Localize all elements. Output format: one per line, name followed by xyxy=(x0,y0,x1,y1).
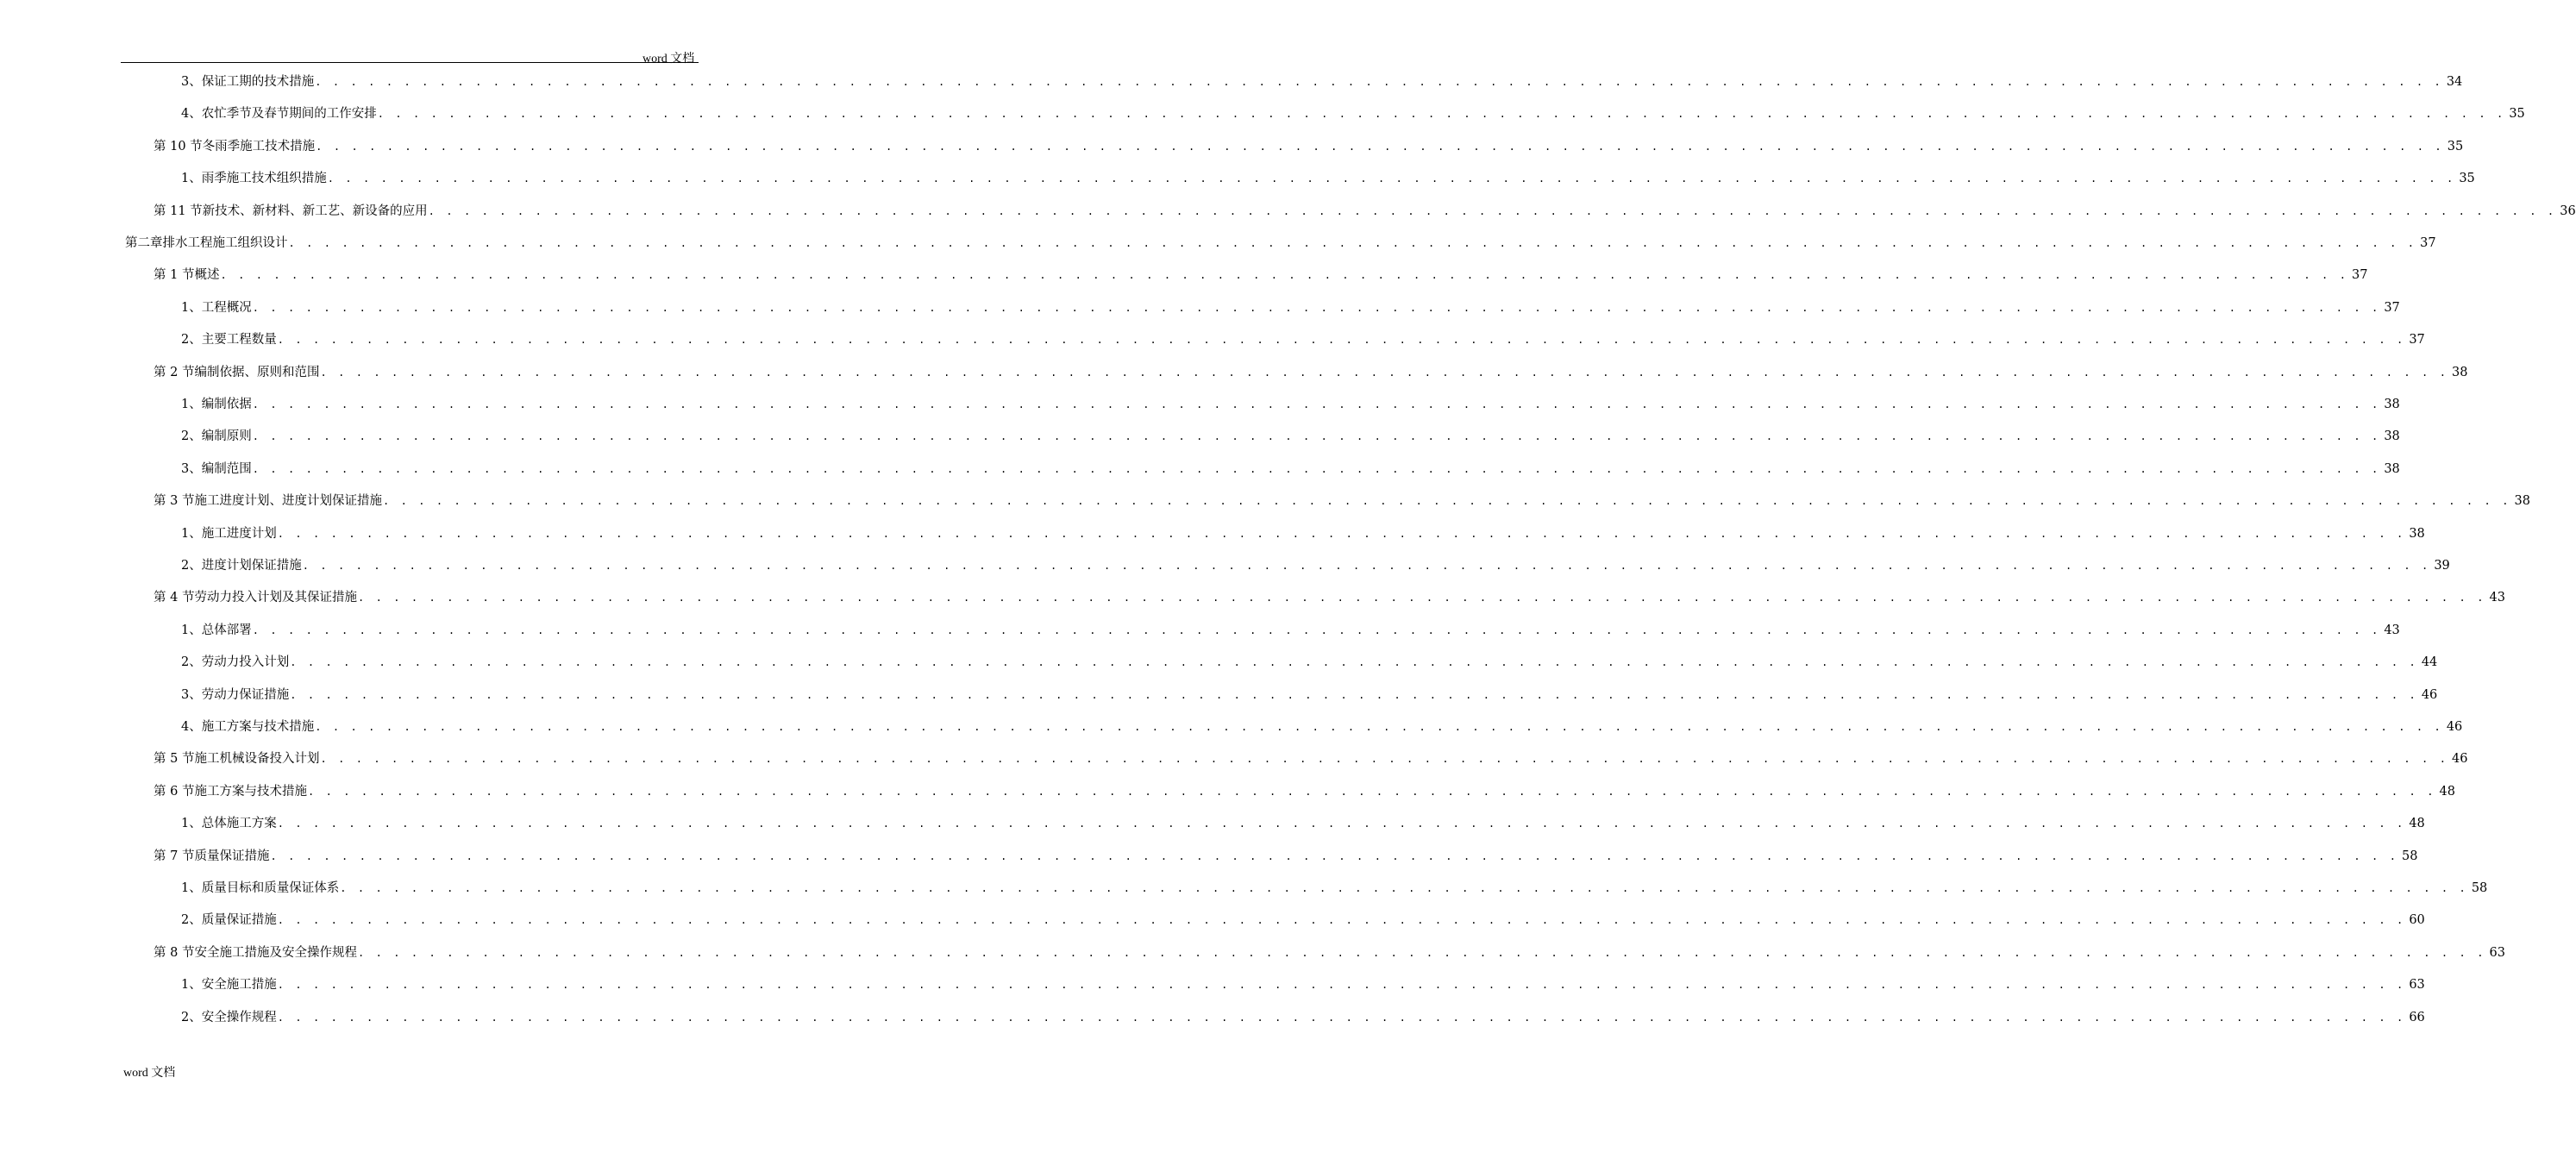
toc-entry[interactable] xyxy=(154,749,2468,768)
toc-entry[interactable] xyxy=(181,72,2463,91)
toc-entry-title: 排水工程施工组织设计 xyxy=(162,236,288,250)
toc-entry-number: 2、 xyxy=(181,333,202,348)
toc-entry-number: 第 7 节 xyxy=(154,849,195,863)
toc-entry[interactable] xyxy=(154,363,2468,382)
toc-entry-title: 劳动力保证措施 xyxy=(201,687,290,702)
toc-entry-number: 第 8 节 xyxy=(154,945,195,960)
toc-entry-title: 劳动力投入计划及其保证措施 xyxy=(194,591,357,605)
toc-entry-number: 2、 xyxy=(181,655,202,670)
toc-entry-title: 编制依据、原则和范围 xyxy=(194,365,320,379)
toc-entry-title: 安全操作规程 xyxy=(201,1010,277,1024)
toc-entry-number: 3、 xyxy=(181,461,202,476)
toc-entry-number: 1、 xyxy=(181,978,202,993)
toc-entry-title: 质量保证措施 xyxy=(194,849,270,863)
toc-entry-title: 雨季施工技术组织措施 xyxy=(201,172,327,186)
toc-entry-title: 施工方案与技术措施 xyxy=(201,720,315,734)
header-label: word 文档 xyxy=(642,53,695,66)
toc-entry-page: 63 xyxy=(2409,978,2425,993)
toc-entry[interactable] xyxy=(181,298,2400,317)
toc-entry[interactable] xyxy=(154,782,2455,801)
toc-entry-number: 3、 xyxy=(181,75,202,89)
toc-entry-page: 38 xyxy=(2409,526,2425,541)
toc-entry-number: 第 11 节 xyxy=(154,204,203,218)
toc-entry-page: 46 xyxy=(2452,752,2468,767)
toc-dot-leader: . . . . . . . . . . . . . . . . . . . . . . . . . . . . . . . . . . . . . . . . . . . . . . . . . . . . . . . . . . . . . . . . . . . . . . . . . . . . . . . . . . . . . . . . . . . . . . . . . . . . . . . . . . . . . . . . . . . . . . . . xyxy=(290,656,2418,669)
toc-entry[interactable] xyxy=(125,234,2436,253)
toc-dot-leader: . . . . . . . . . . . . . . . . . . . . . . . . . . . . . . . . . . . . . . . . . . . . . . . . . . . . . . . . . . . . . . . . . . . . . . . . . . . . . . . . . . . . . . . . . . . . . . . . . . . . . . . . . . . . . . . . . . . . . . . . xyxy=(220,269,2349,282)
toc-entry-page: 34 xyxy=(2446,75,2463,89)
toc-entry-page: 35 xyxy=(2459,172,2475,186)
toc-entry-title: 新技术、新材料、新工艺、新设备的应用 xyxy=(202,204,428,218)
toc-entry[interactable] xyxy=(154,266,2368,285)
toc-dot-leader: . . . . . . . . . . . . . . . . . . . . . . . . . . . . . . . . . . . . . . . . . . . . . . . . . . . . . . . . . . . . . . . . . . . . . . . . . . . . . . . . . . . . . . . . . . . . . . . . . . . . . . . . . . . . . . . . . . . . . . . . xyxy=(290,688,2418,701)
toc-entry-title: 施工方案与技术措施 xyxy=(194,784,307,799)
toc-entry-number: 1、 xyxy=(181,526,202,541)
toc-entry-number: 第 6 节 xyxy=(154,784,195,799)
toc-entry-number: 第 2 节 xyxy=(154,365,195,379)
toc-entry-page: 38 xyxy=(2384,429,2400,444)
toc-entry[interactable] xyxy=(181,975,2425,994)
toc-dot-leader: . . . . . . . . . . . . . . . . . . . . . . . . . . . . . . . . . . . . . . . . . . . . . . . . . . . . . . . . . . . . . . . . . . . . . . . . . . . . . . . . . . . . . . . . . . . . . . . . . . . . . . . . . . . . . . . . . . . . . . . . xyxy=(270,849,2399,862)
toc-entry-number: 4、 xyxy=(181,107,202,122)
toc-dot-leader: . . . . . . . . . . . . . . . . . . . . . . . . . . . . . . . . . . . . . . . . . . . . . . . . . . . . . . . . . . . . . . . . . . . . . . . . . . . . . . . . . . . . . . . . . . . . . . . . . . . . . . . . . . . . . . . . . . . . . . . . xyxy=(340,882,2468,894)
toc-entry-number: 2、 xyxy=(181,913,202,928)
toc-entry-page: 37 xyxy=(2384,300,2400,315)
toc-entry-page: 39 xyxy=(2434,559,2450,573)
toc-entry-number: 第 3 节 xyxy=(154,494,195,509)
toc-entry[interactable] xyxy=(181,460,2400,479)
toc-entry-title: 工程概况 xyxy=(201,300,252,315)
toc-entry-page: 38 xyxy=(2384,398,2400,411)
toc-entry-page: 48 xyxy=(2409,817,2425,831)
toc-entry-title: 施工进度计划 xyxy=(201,526,277,541)
toc-dot-leader: . . . . . . . . . . . . . . . . . . . . . . . . . . . . . . . . . . . . . . . . . . . . . . . . . . . . . . . . . . . . . . . . . . . . . . . . . . . . . . . . . . . . . . . . . . . . . . . . . . . . . . . . . . . . . . . . . . . . . . . . xyxy=(320,753,2449,766)
toc-entry[interactable] xyxy=(154,943,2505,962)
toc-entry[interactable] xyxy=(181,653,2438,672)
toc-entry-number: 1、 xyxy=(181,398,202,411)
toc-dot-leader: . . . . . . . . . . . . . . . . . . . . . . . . . . . . . . . . . . . . . . . . . . . . . . . . . . . . . . . . . . . . . . . . . . . . . . . . . . . . . . . . . . . . . . . . . . . . . . . . . . . . . . . . . . . . . . . . . . . . . . . . xyxy=(428,204,2557,217)
toc-entry[interactable] xyxy=(154,492,2530,511)
toc-dot-leader: . . . . . . . . . . . . . . . . . . . . . . . . . . . . . . . . . . . . . . . . . . . . . . . . . . . . . . . . . . . . . . . . . . . . . . . . . . . . . . . . . . . . . . . . . . . . . . . . . . . . . . . . . . . . . . . . . . . . . . . . xyxy=(277,818,2406,830)
toc-entry-page: 63 xyxy=(2489,945,2505,960)
toc-entry-title: 安全施工措施 xyxy=(201,978,277,993)
toc-entry-page: 43 xyxy=(2489,591,2505,605)
toc-entry-title: 质量目标和质量保证体系 xyxy=(201,881,340,895)
toc-entry-page: 44 xyxy=(2421,655,2438,670)
toc-entry[interactable] xyxy=(181,1008,2425,1027)
toc-dot-leader: . . . . . . . . . . . . . . . . . . . . . . . . . . . . . . . . . . . . . . . . . . . . . . . . . . . . . . . . . . . . . . . . . . . . . . . . . . . . . . . . . . . . . . . . . . . . . . . . . . . . . . . . . . . . . . . . . . . . . . . . xyxy=(302,560,2431,572)
toc-entry[interactable] xyxy=(181,556,2450,575)
toc-entry-page: 58 xyxy=(2402,849,2418,863)
toc-entry-number: 1、 xyxy=(181,623,202,637)
toc-dot-leader: . . . . . . . . . . . . . . . . . . . . . . . . . . . . . . . . . . . . . . . . . . . . . . . . . . . . . . . . . . . . . . . . . . . . . . . . . . . . . . . . . . . . . . . . . . . . . . . . . . . . . . . . . . . . . . . . . . . . . . . . xyxy=(357,946,2486,959)
toc-entry-page: 35 xyxy=(2447,139,2464,153)
toc-entry-title: 施工进度计划、进度计划保证措施 xyxy=(194,494,382,509)
toc-entry-page: 66 xyxy=(2409,1010,2425,1024)
toc-entry-page: 37 xyxy=(2420,236,2436,250)
toc-entry[interactable] xyxy=(181,879,2488,898)
toc-entry-number: 第 5 节 xyxy=(154,752,195,767)
toc-entry[interactable] xyxy=(181,686,2438,705)
toc-entry-title: 主要工程数量 xyxy=(201,333,277,348)
toc-dot-leader: . . . . . . . . . . . . . . . . . . . . . . . . . . . . . . . . . . . . . . . . . . . . . . . . . . . . . . . . . . . . . . . . . . . . . . . . . . . . . . . . . . . . . . . . . . . . . . . . . . . . . . . . . . . . . . . . . . . . . . . . xyxy=(277,527,2406,540)
toc-dot-leader: . . . . . . . . . . . . . . . . . . . . . . . . . . . . . . . . . . . . . . . . . . . . . . . . . . . . . . . . . . . . . . . . . . . . . . . . . . . . . . . . . . . . . . . . . . . . . . . . . . . . . . . . . . . . . . . . . . . . . . . . xyxy=(277,1011,2406,1024)
toc-entry-number: 第二章 xyxy=(125,236,163,250)
toc-entry[interactable] xyxy=(181,330,2425,349)
toc-dot-leader: . . . . . . . . . . . . . . . . . . . . . . . . . . . . . . . . . . . . . . . . . . . . . . . . . . . . . . . . . . . . . . . . . . . . . . . . . . . . . . . . . . . . . . . . . . . . . . . . . . . . . . . . . . . . . . . . . . . . . . . . xyxy=(307,785,2436,798)
toc-entry-number: 第 10 节 xyxy=(154,139,203,153)
toc-dot-leader: . . . . . . . . . . . . . . . . . . . . . . . . . . . . . . . . . . . . . . . . . . . . . . . . . . . . . . . . . . . . . . . . . . . . . . . . . . . . . . . . . . . . . . . . . . . . . . . . . . . . . . . . . . . . . . . . . . . . . . . . xyxy=(320,366,2449,379)
toc-entry[interactable] xyxy=(181,814,2425,833)
toc-entry-number: 1、 xyxy=(181,817,202,831)
toc-dot-leader: . . . . . . . . . . . . . . . . . . . . . . . . . . . . . . . . . . . . . . . . . . . . . . . . . . . . . . . . . . . . . . . . . . . . . . . . . . . . . . . . . . . . . . . . . . . . . . . . . . . . . . . . . . . . . . . . . . . . . . . . xyxy=(316,140,2444,153)
toc-dot-leader: . . . . . . . . . . . . . . . . . . . . . . . . . . . . . . . . . . . . . . . . . . . . . . . . . . . . . . . . . . . . . . . . . . . . . . . . . . . . . . . . . . . . . . . . . . . . . . . . . . . . . . . . . . . . . . . . . . . . . . . . xyxy=(357,592,2486,605)
toc-entry-title: 总体施工方案 xyxy=(201,817,277,831)
toc-dot-leader: . . . . . . . . . . . . . . . . . . . . . . . . . . . . . . . . . . . . . . . . . . . . . . . . . . . . . . . . . . . . . . . . . . . . . . . . . . . . . . . . . . . . . . . . . . . . . . . . . . . . . . . . . . . . . . . . . . . . . . . . xyxy=(277,979,2406,992)
toc-entry-page: 37 xyxy=(2409,333,2425,348)
toc-entry-title: 质量保证措施 xyxy=(201,913,277,928)
toc-dot-leader: . . . . . . . . . . . . . . . . . . . . . . . . . . . . . . . . . . . . . . . . . . . . . . . . . . . . . . . . . . . . . . . . . . . . . . . . . . . . . . . . . . . . . . . . . . . . . . . . . . . . . . . . . . . . . . . . . . . . . . . . xyxy=(252,398,2381,410)
toc-entry-page: 35 xyxy=(2509,107,2525,122)
toc-entry[interactable] xyxy=(181,717,2463,736)
toc-dot-leader: . . . . . . . . . . . . . . . . . . . . . . . . . . . . . . . . . . . . . . . . . . . . . . . . . . . . . . . . . . . . . . . . . . . . . . . . . . . . . . . . . . . . . . . . . . . . . . . . . . . . . . . . . . . . . . . . . . . . . . . . xyxy=(252,301,2381,314)
toc-entry-page: 37 xyxy=(2352,268,2368,283)
toc-dot-leader: . . . . . . . . . . . . . . . . . . . . . . . . . . . . . . . . . . . . . . . . . . . . . . . . . . . . . . . . . . . . . . . . . . . . . . . . . . . . . . . . . . . . . . . . . . . . . . . . . . . . . . . . . . . . . . . . . . . . . . . . xyxy=(277,334,2406,347)
toc-entry-page: 46 xyxy=(2446,720,2463,734)
toc-entry-number: 3、 xyxy=(181,687,202,702)
toc-entry-title: 安全施工措施及安全操作规程 xyxy=(194,945,357,960)
toc-entry[interactable] xyxy=(181,169,2475,188)
toc-entry[interactable] xyxy=(181,427,2400,446)
toc-entry-page: 58 xyxy=(2471,881,2488,895)
toc-dot-leader: . . . . . . . . . . . . . . . . . . . . . . . . . . . . . . . . . . . . . . . . . . . . . . . . . . . . . . . . . . . . . . . . . . . . . . . . . . . . . . . . . . . . . . . . . . . . . . . . . . . . . . . . . . . . . . . . . . . . . . . . xyxy=(277,914,2406,927)
toc-dot-leader: . . . . . . . . . . . . . . . . . . . . . . . . . . . . . . . . . . . . . . . . . . . . . . . . . . . . . . . . . . . . . . . . . . . . . . . . . . . . . . . . . . . . . . . . . . . . . . . . . . . . . . . . . . . . . . . . . . . . . . . . xyxy=(252,430,2381,443)
toc-entry[interactable] xyxy=(154,137,2464,156)
toc-dot-leader: . . . . . . . . . . . . . . . . . . . . . . . . . . . . . . . . . . . . . . . . . . . . . . . . . . . . . . . . . . . . . . . . . . . . . . . . . . . . . . . . . . . . . . . . . . . . . . . . . . . . . . . . . . . . . . . . . . . . . . . . xyxy=(315,76,2443,88)
toc-entry-number: 4、 xyxy=(181,720,202,734)
toc-entry-title: 保证工期的技术措施 xyxy=(201,75,315,89)
toc-entry-title: 总体部署 xyxy=(201,623,252,637)
toc-dot-leader: . . . . . . . . . . . . . . . . . . . . . . . . . . . . . . . . . . . . . . . . . . . . . . . . . . . . . . . . . . . . . . . . . . . . . . . . . . . . . . . . . . . . . . . . . . . . . . . . . . . . . . . . . . . . . . . . . . . . . . . . xyxy=(327,172,2456,185)
toc-entry[interactable] xyxy=(181,395,2400,414)
toc-entry-number: 1、 xyxy=(181,300,202,315)
toc-entry[interactable] xyxy=(181,621,2400,640)
toc-entry-title: 冬雨季施工技术措施 xyxy=(202,139,316,153)
toc-entry-page: 48 xyxy=(2439,784,2455,799)
toc-entry-page: 36 xyxy=(2560,204,2576,218)
header-rule xyxy=(121,62,699,63)
toc-entry-title: 编制依据 xyxy=(201,398,252,411)
toc-dot-leader: . . . . . . . . . . . . . . . . . . . . . . . . . . . . . . . . . . . . . . . . . . . . . . . . . . . . . . . . . . . . . . . . . . . . . . . . . . . . . . . . . . . . . . . . . . . . . . . . . . . . . . . . . . . . . . . . . . . . . . . . xyxy=(288,237,2417,249)
toc-entry[interactable] xyxy=(181,104,2525,123)
toc-entry-title: 编制范围 xyxy=(201,461,252,476)
footer-label: word 文档 xyxy=(123,1067,176,1080)
toc-entry-page: 60 xyxy=(2409,913,2425,928)
toc-dot-leader: . . . . . . . . . . . . . . . . . . . . . . . . . . . . . . . . . . . . . . . . . . . . . . . . . . . . . . . . . . . . . . . . . . . . . . . . . . . . . . . . . . . . . . . . . . . . . . . . . . . . . . . . . . . . . . . . . . . . . . . . xyxy=(252,623,2381,636)
toc-entry-number: 1、 xyxy=(181,881,202,895)
toc-entry-page: 46 xyxy=(2421,687,2438,702)
toc-entry[interactable] xyxy=(154,202,2576,221)
toc-entry-number: 第 1 节 xyxy=(154,268,195,283)
toc-entry-title: 施工机械设备投入计划 xyxy=(194,752,320,767)
toc-entry-number: 第 4 节 xyxy=(154,591,195,605)
toc-dot-leader: . . . . . . . . . . . . . . . . . . . . . . . . . . . . . . . . . . . . . . . . . . . . . . . . . . . . . . . . . . . . . . . . . . . . . . . . . . . . . . . . . . . . . . . . . . . . . . . . . . . . . . . . . . . . . . . . . . . . . . . . xyxy=(377,108,2506,121)
toc-entry-page: 38 xyxy=(2384,461,2400,476)
toc-entry-page: 38 xyxy=(2514,494,2530,509)
toc-entry-title: 劳动力投入计划 xyxy=(201,655,290,670)
toc-entry-page: 43 xyxy=(2384,623,2400,637)
toc-entry-title: 概述 xyxy=(194,268,220,283)
toc-entry-number: 2、 xyxy=(181,429,202,444)
toc-dot-leader: . . . . . . . . . . . . . . . . . . . . . . . . . . . . . . . . . . . . . . . . . . . . . . . . . . . . . . . . . . . . . . . . . . . . . . . . . . . . . . . . . . . . . . . . . . . . . . . . . . . . . . . . . . . . . . . . . . . . . . . . xyxy=(382,495,2511,508)
toc-entry-number: 2、 xyxy=(181,1010,202,1024)
toc-entry[interactable] xyxy=(181,524,2425,543)
toc-entry[interactable] xyxy=(154,847,2418,866)
toc-entry-page: 38 xyxy=(2452,365,2468,379)
toc-dot-leader: . . . . . . . . . . . . . . . . . . . . . . . . . . . . . . . . . . . . . . . . . . . . . . . . . . . . . . . . . . . . . . . . . . . . . . . . . . . . . . . . . . . . . . . . . . . . . . . . . . . . . . . . . . . . . . . . . . . . . . . . xyxy=(252,462,2381,475)
toc-entry-title: 农忙季节及春节期间的工作安排 xyxy=(201,107,377,122)
toc-entry[interactable] xyxy=(181,911,2425,930)
toc-entry[interactable] xyxy=(154,588,2505,607)
toc-entry-number: 2、 xyxy=(181,559,202,573)
toc-entry-title: 进度计划保证措施 xyxy=(201,559,302,573)
toc-entry-number: 1、 xyxy=(181,172,202,186)
toc-entry-title: 编制原则 xyxy=(201,429,252,444)
toc-dot-leader: . . . . . . . . . . . . . . . . . . . . . . . . . . . . . . . . . . . . . . . . . . . . . . . . . . . . . . . . . . . . . . . . . . . . . . . . . . . . . . . . . . . . . . . . . . . . . . . . . . . . . . . . . . . . . . . . . . . . . . . . xyxy=(315,721,2443,733)
